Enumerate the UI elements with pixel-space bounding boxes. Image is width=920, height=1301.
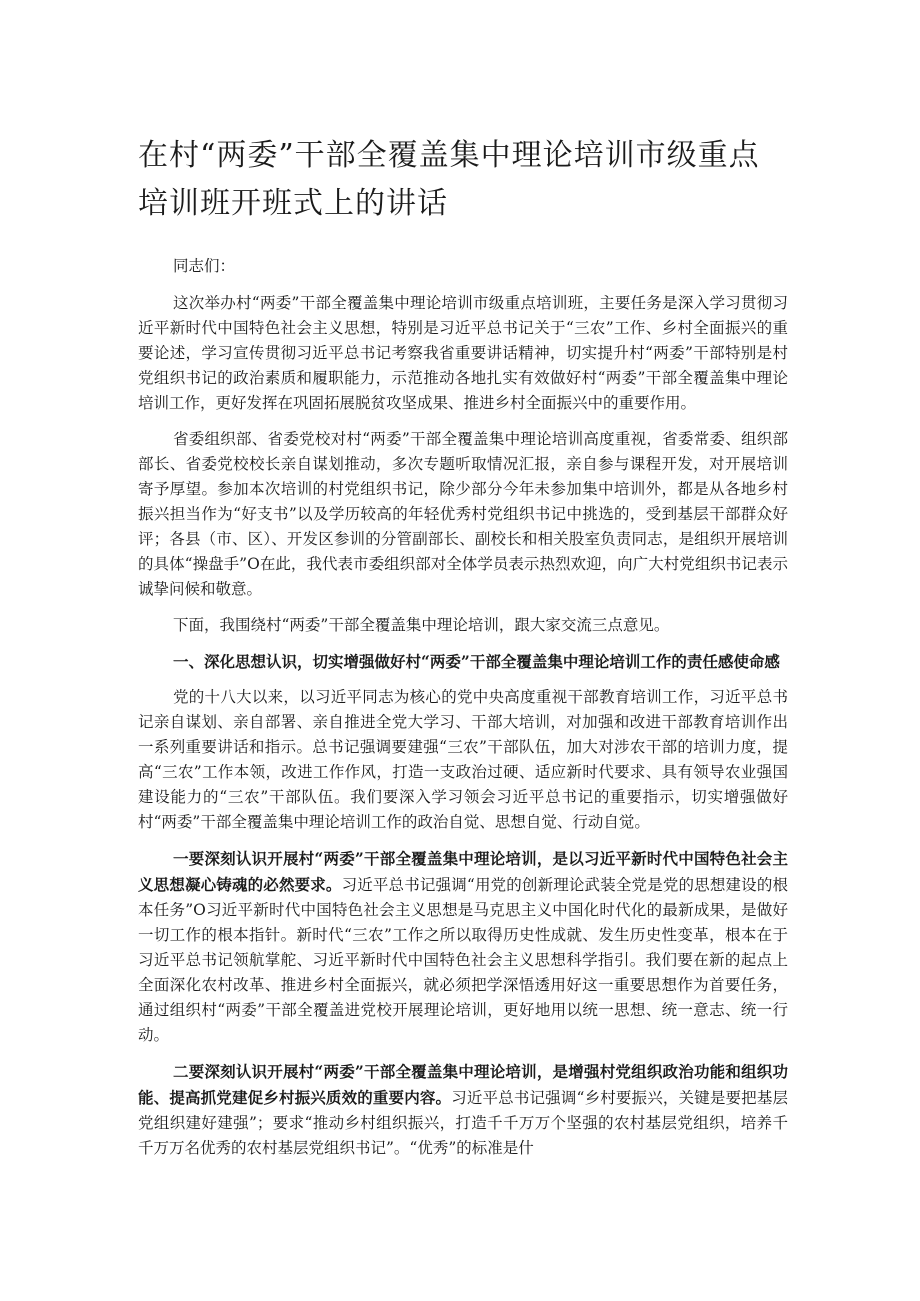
- document-page: [138, 132, 788, 1172]
- section-heading-1: 一、深化思想认识，切实增强做好村“两委”干部全覆盖集中理论培训工作的责任感使命感: [173, 652, 780, 671]
- paragraph-background: 省委组织部、省委党校对村“两委”干部全覆盖集中理论培训高度重视，省委常委、组织部部长、省委党校校长亲自谋划推动，多次专题听取情况汇报，亲自参与课程开发，对开展培训寄予厚望。参加本次培训的村党组织书记，除少部分今年未参加集中培训外，都是从各地乡村振兴担当作为“好支书”以及学历较高的年轻优秀村党组织书记中挑选的，受到基层干部群众好评；各县（市、区）、开发区参训的分管副部长、副校长和相关股室负责同志，是组织开展培训的具体“操盘手”O在此，我代表市委组织部对全体学员表示热烈欢迎，向广大村党组织书记表示诚挚问候和敬意。: [138, 430, 788, 598]
- paragraph-intro: 这次举办村“两委”干部全覆盖集中理论培训市级重点培训班，主要任务是深入学习贯彻习近平新时代中国特色社会主义思想，特别是习近平总书记关于“三农”工作、乡村全面振兴的重要论述，学习宣传贯彻习近平总书记考察我省重要讲话精神，切实提升村“两委”干部特别是村党组织书记的政治素质和履职能力，示范推动各地扎实有效做好村“两委”干部全覆盖集中理论培训工作，更好发挥在巩固拓展脱贫攻坚成果、推进乡村全面振兴中的重要作用。: [138, 294, 788, 412]
- document-title: 在村“两委”干部全覆盖集中理论培训市级重点培训班开班式上的讲话: [138, 138, 760, 221]
- point-two: [138, 1059, 788, 1161]
- point-one: [138, 846, 788, 1048]
- point-two-body: 习近平总书记强调“乡村要振兴，关键是要把基层党组织建好建强”；要求“推动乡村组织振兴，打造千千万万个坚强的农村基层党组织，培养千千万万名优秀的农村基层党组织书记”。“优秀”的标准是什: [138, 1089, 788, 1157]
- point-two-lead: 二要深刻认识开展村“两委”干部全覆盖集中理论培训，是增强村党组织政治功能和组织功能、提高抓党建促乡村振兴质效的重要内容。: [138, 1062, 788, 1107]
- paragraph-outline: 下面，我围绕村“两委”干部全覆盖集中理论培训，跟大家交流三点意见。: [173, 616, 670, 634]
- point-one-lead: 一要深刻认识开展村“两委”干部全覆盖集中理论培训，是以习近平新时代中国特色社会主义思想凝心铸魂的必然要求。: [138, 849, 788, 894]
- point-one-body: 习近平总书记强调“用党的创新理论武装全党是党的思想建设的根本任务”O习近平新时代中国特色社会主义思想是马克思主义中国化时代化的最新成果，是做好一切工作的根本指针。新时代“三农”工作之所以取得历史性成就、发生历史性变革，根本在于习近平总书记领航掌舵、习近平新时代中国特色社会主义思想科学指引。我们要在新的起点上全面深化农村改革、推进乡村全面振兴，就必须把学深悟透用好这一重要思想作为首要任务，通过组织村“两委”干部全覆盖进党校开展理论培训，更好地用以统一思想、统一意志、统一行动。: [138, 876, 788, 1044]
- paragraph-central-guidance: 党的十八大以来，以习近平同志为核心的党中央高度重视干部教育培训工作，习近平总书记亲自谋划、亲自部署、亲自推进全党大学习、干部大培训，对加强和改进干部教育培训作出一系列重要讲话和指示。总书记强调要建强“三农”干部队伍，加大对涉农干部的培训力度，提高“三农”工作本领，改进工作作风，打造一支政治过硬、适应新时代要求、具有领导农业强国建设能力的“三农”干部队伍。我们要深入学习领会习近平总书记的重要指示，切实增强做好村“两委”干部全覆盖集中理论培训工作的政治自觉、思想自觉、行动自觉。: [138, 688, 788, 831]
- salutation: 同志们：: [173, 257, 236, 275]
